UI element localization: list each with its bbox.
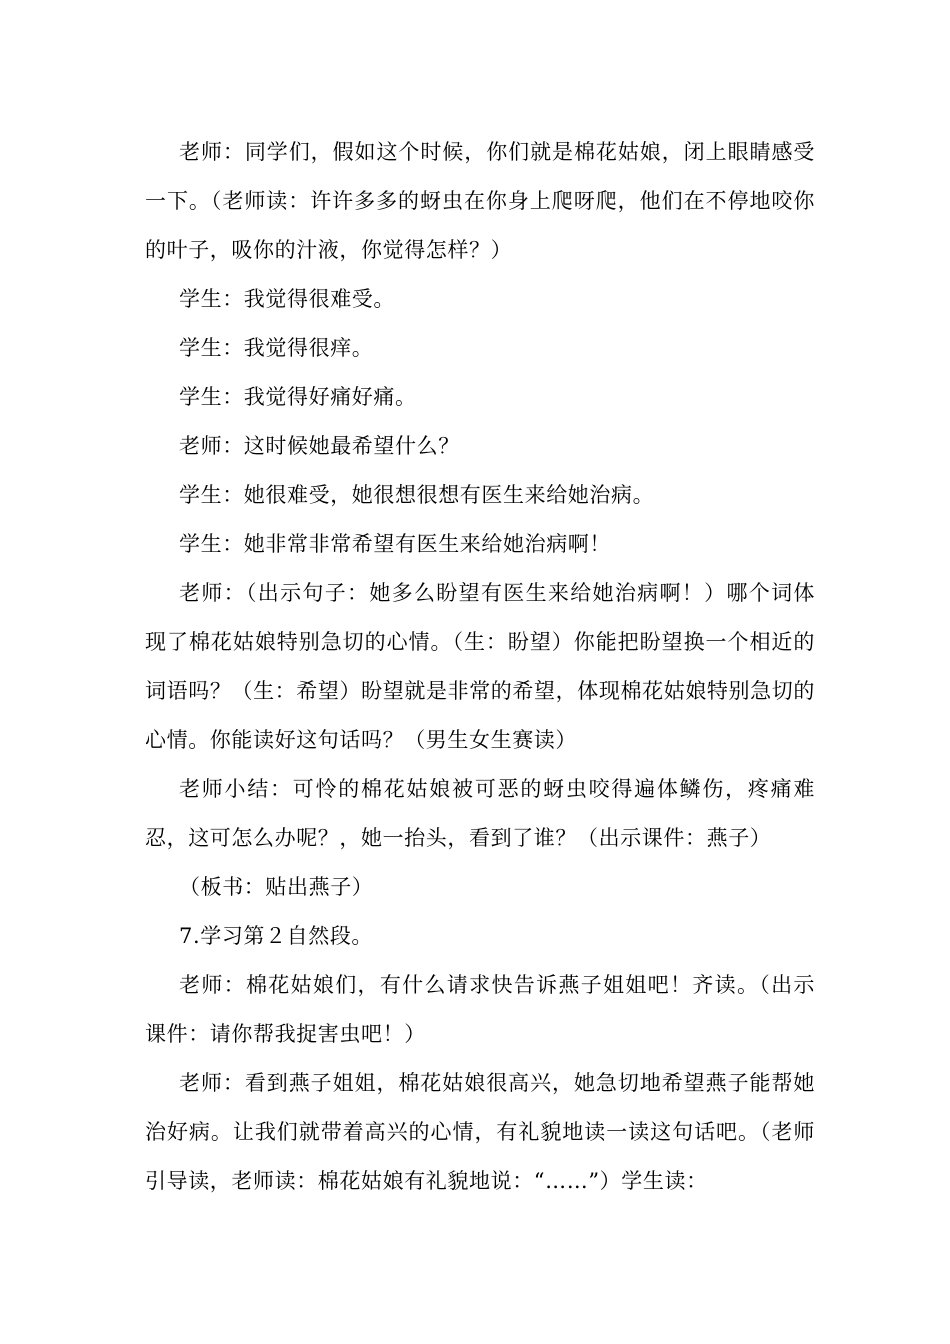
paragraph-student-painful: 学生：我觉得好痛好痛。: [179, 385, 417, 409]
paragraph-student-hope: 学生：她非常非常希望有医生来给她治病啊！: [179, 532, 611, 556]
paragraph-teacher-sentence: 老师：（出示句子：她多么盼望有医生来给她治病啊！）哪个词体现了棉花姑娘特别急切的心情。（生：盼望）你能把盼望换一个相近的词语吗？（生：希望）盼望就是非常的希望，体现棉花姑娘特别急切的心情。你能读好这句话吗？（男生女生赛读）: [145, 581, 815, 752]
paragraph-student-doctor: 学生：她很难受，她很想很想有医生来给她治病。: [179, 483, 655, 507]
paragraph-student-uncomfortable: 学生：我觉得很难受。: [179, 287, 395, 311]
paragraph-section-heading: 7.学习第２自然段。: [179, 924, 374, 948]
paragraph-teacher-imagine: 老师：同学们，假如这个时候，你们就是棉花姑娘，闭上眼睛感受一下。（老师读：许许多多的蚜虫在你身上爬呀爬，他们在不停地咬你的叶子，吸你的汁液，你觉得怎样？）: [145, 140, 815, 262]
paragraph-teacher-summary: 老师小结：可怜的棉花姑娘被可恶的蚜虫咬得遍体鳞伤，疼痛难忍，这可怎么办呢？，她一抬头，看到了谁？（出示课件：燕子）: [145, 777, 815, 850]
document-body: [145, 128, 815, 1206]
paragraph-board-note: （板书：贴出燕子）: [179, 875, 374, 899]
paragraph-teacher-polite-reading: 老师：看到燕子姐姐，棉花姑娘很高兴，她急切地希望燕子能帮她治好病。让我们就带着高兴的心情，有礼貌地读一读这句话吧。（老师引导读，老师读：棉花姑娘有礼貌地说：“……”）学生读：: [145, 1071, 815, 1193]
paragraph-student-itchy: 学生：我觉得很痒。: [179, 336, 374, 360]
paragraph-teacher-question: 老师：这时候她最希望什么？: [179, 434, 460, 458]
paragraph-teacher-request: 老师：棉花姑娘们，有什么请求快告诉燕子姐姐吧！齐读。（出示课件：请你帮我捉害虫吧！）: [145, 973, 815, 1046]
